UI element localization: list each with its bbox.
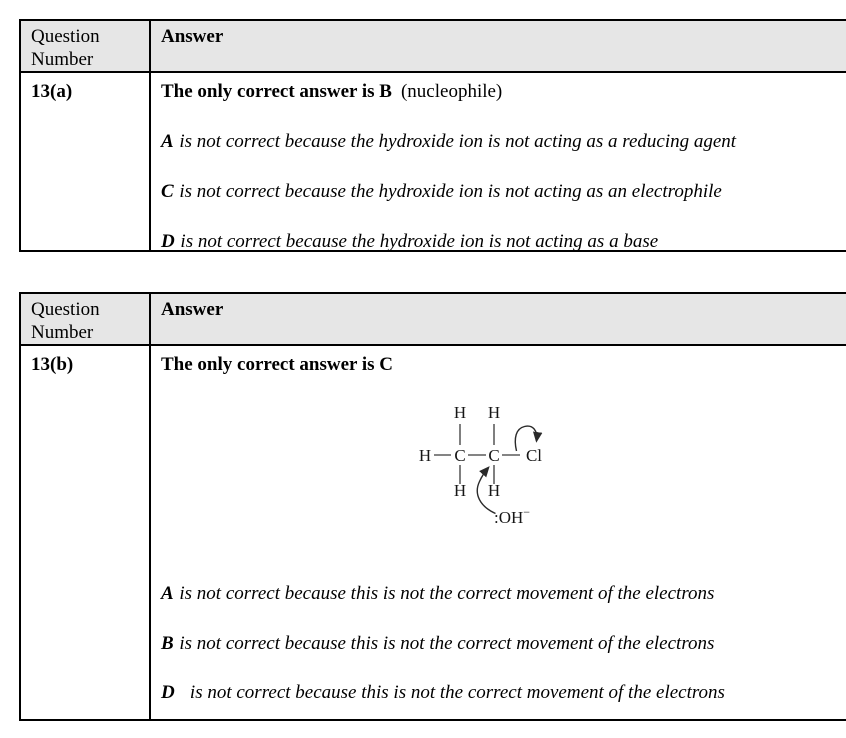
atom-h-bottom-left: H — [453, 481, 467, 500]
atom-h-bottom-right: H — [487, 481, 501, 500]
option-letter: C — [161, 181, 174, 202]
table-13b — [19, 292, 846, 721]
header-question-number: Question Number — [21, 21, 151, 71]
table-13b-header-row — [21, 294, 846, 346]
correct-answer-text: The only correct answer is C — [161, 354, 394, 375]
header-question-number: Question Number — [21, 294, 151, 344]
option-text: is not correct because the hydroxide ion is not acting as an electrophile — [179, 181, 722, 202]
option-letter: A — [161, 131, 174, 152]
question-number-13a: 13(a) — [21, 73, 151, 252]
option-letter: D — [161, 682, 175, 703]
correct-answer-line — [161, 81, 834, 102]
atom-h-top-left: H — [453, 403, 467, 422]
option-explanation-c — [161, 181, 834, 202]
option-text: is not correct because the hydroxide ion is not acting as a reducing agent — [179, 131, 737, 152]
option-explanation-a — [161, 131, 834, 152]
header-answer: Answer — [161, 26, 224, 47]
atom-c2: C — [488, 446, 500, 465]
table-13a-header-row — [21, 21, 846, 73]
table-13a — [19, 19, 846, 252]
option-explanation-d — [161, 682, 834, 703]
correct-answer-line — [161, 354, 834, 375]
question-number-13b: 13(b) — [21, 346, 151, 719]
option-explanation-b — [161, 633, 834, 654]
table-13b-body-row — [21, 346, 846, 719]
option-text: is not correct because this is not the correct movement of the electrons — [179, 583, 715, 604]
option-text: is not correct because the hydroxide ion is not acting as a base — [180, 231, 659, 252]
reaction-mechanism-diagram — [401, 398, 591, 540]
atom-h-left: H — [418, 446, 432, 465]
answer-cell-13b — [151, 346, 846, 719]
table-13a-body-row — [21, 73, 846, 252]
option-letter: A — [161, 583, 174, 604]
hydroxide-charge: − — [523, 505, 531, 519]
option-text: is not correct because this is not the correct movement of the electrons — [189, 682, 725, 703]
option-letter: D — [161, 231, 175, 252]
atom-c1: C — [454, 446, 466, 465]
answer-cell-13a — [151, 73, 846, 252]
option-letter: B — [161, 633, 174, 654]
option-text: is not correct because this is not the correct movement of the electrons — [179, 633, 715, 654]
option-explanation-a — [161, 583, 834, 604]
hydroxide-ion: :OH− — [494, 505, 531, 527]
option-explanation-d — [161, 231, 834, 252]
atom-cl: Cl — [525, 446, 543, 465]
header-answer: Answer — [161, 299, 224, 320]
correct-answer-note: (nucleophile) — [400, 81, 503, 102]
atom-h-top-right: H — [487, 403, 501, 422]
correct-answer-text: The only correct answer is B — [161, 81, 392, 102]
